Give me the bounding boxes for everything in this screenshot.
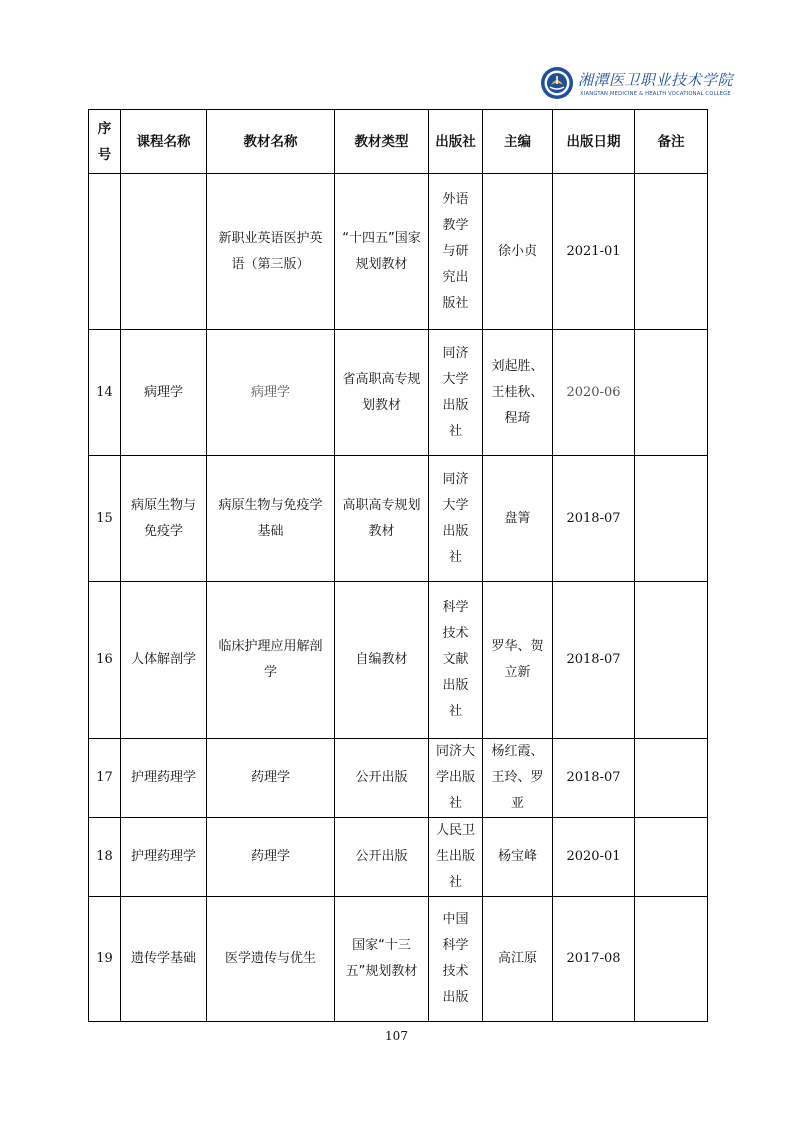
row-publisher: 人民卫生出版社	[429, 818, 483, 897]
row-type: 国家“十三五”规划教材	[335, 897, 429, 1022]
col-header-course: 课程名称	[121, 110, 207, 174]
table-row	[89, 897, 708, 1022]
row-publisher: 科学技术文献出版社	[429, 582, 483, 739]
row-note	[635, 739, 708, 818]
row-type: 自编教材	[335, 582, 429, 739]
col-header-editor: 主编	[483, 110, 553, 174]
row-type: 公开出版	[335, 739, 429, 818]
row-type: “十四五”国家规划教材	[335, 174, 429, 330]
col-header-textbook: 教材名称	[207, 110, 335, 174]
row-textbook: 病理学	[207, 330, 335, 456]
row-editor: 杨红霞、王玲、罗亚	[483, 739, 553, 818]
row-editor: 刘起胜、王桂秋、程琦	[483, 330, 553, 456]
row-publisher: 外语教学与研究出版社	[429, 174, 483, 330]
row-note	[635, 582, 708, 739]
row-note	[635, 330, 708, 456]
row-textbook: 新职业英语医护英语（第三版）	[207, 174, 335, 330]
row-date: 2017-08	[553, 897, 635, 1022]
row-publisher: 同济大学出版社	[429, 456, 483, 582]
row-publisher: 同济大学出版社	[429, 739, 483, 818]
row-type: 高职高专规划教材	[335, 456, 429, 582]
row-note	[635, 897, 708, 1022]
col-header-note: 备注	[635, 110, 708, 174]
row-course: 护理药理学	[121, 739, 207, 818]
row-no: 18	[89, 818, 121, 897]
row-editor: 盘箐	[483, 456, 553, 582]
row-editor: 高江原	[483, 897, 553, 1022]
row-type: 省高职高专规划教材	[335, 330, 429, 456]
col-header-type: 教材类型	[335, 110, 429, 174]
row-note	[635, 174, 708, 330]
col-header-no: 序号	[89, 110, 121, 174]
row-textbook: 医学遗传与优生	[207, 897, 335, 1022]
table-row	[89, 818, 708, 897]
row-course: 病理学	[121, 330, 207, 456]
textbook-table	[88, 109, 708, 1022]
row-editor: 徐小贞	[483, 174, 553, 330]
logo-text: 湘潭医卫职业技术学院	[578, 71, 734, 89]
college-emblem-icon	[540, 66, 574, 100]
row-publisher: 中国科学技术出版	[429, 897, 483, 1022]
table-row	[89, 582, 708, 739]
row-date: 2018-07	[553, 582, 635, 739]
row-no: 16	[89, 582, 121, 739]
table-row	[89, 456, 708, 582]
row-course	[121, 174, 207, 330]
row-no	[89, 174, 121, 330]
row-course: 人体解剖学	[121, 582, 207, 739]
row-textbook: 临床护理应用解剖学	[207, 582, 335, 739]
col-header-publisher: 出版社	[429, 110, 483, 174]
table-header-row	[89, 110, 708, 174]
row-date: 2018-07	[553, 739, 635, 818]
row-note	[635, 456, 708, 582]
row-textbook: 药理学	[207, 739, 335, 818]
row-editor: 罗华、贺立新	[483, 582, 553, 739]
row-date: 2020-01	[553, 818, 635, 897]
college-logo	[540, 66, 734, 110]
row-no: 15	[89, 456, 121, 582]
row-publisher: 同济大学出版社	[429, 330, 483, 456]
row-date: 2021-01	[553, 174, 635, 330]
table-row	[89, 330, 708, 456]
row-type: 公开出版	[335, 818, 429, 897]
logo-subtext: XIANGTAN MEDICINE & HEALTH VOCATIONAL COLLEGE	[580, 91, 731, 97]
row-date: 2018-07	[553, 456, 635, 582]
col-header-date: 出版日期	[553, 110, 635, 174]
row-no: 17	[89, 739, 121, 818]
table-row	[89, 739, 708, 818]
row-course: 遗传学基础	[121, 897, 207, 1022]
row-note	[635, 818, 708, 897]
row-no: 14	[89, 330, 121, 456]
row-editor: 杨宝峰	[483, 818, 553, 897]
row-course: 病原生物与免疫学	[121, 456, 207, 582]
row-course: 护理药理学	[121, 818, 207, 897]
page-number: 107	[385, 1029, 408, 1043]
row-date: 2020-06	[553, 330, 635, 456]
table-row	[89, 174, 708, 330]
row-textbook: 病原生物与免疫学基础	[207, 456, 335, 582]
row-textbook: 药理学	[207, 818, 335, 897]
row-no: 19	[89, 897, 121, 1022]
